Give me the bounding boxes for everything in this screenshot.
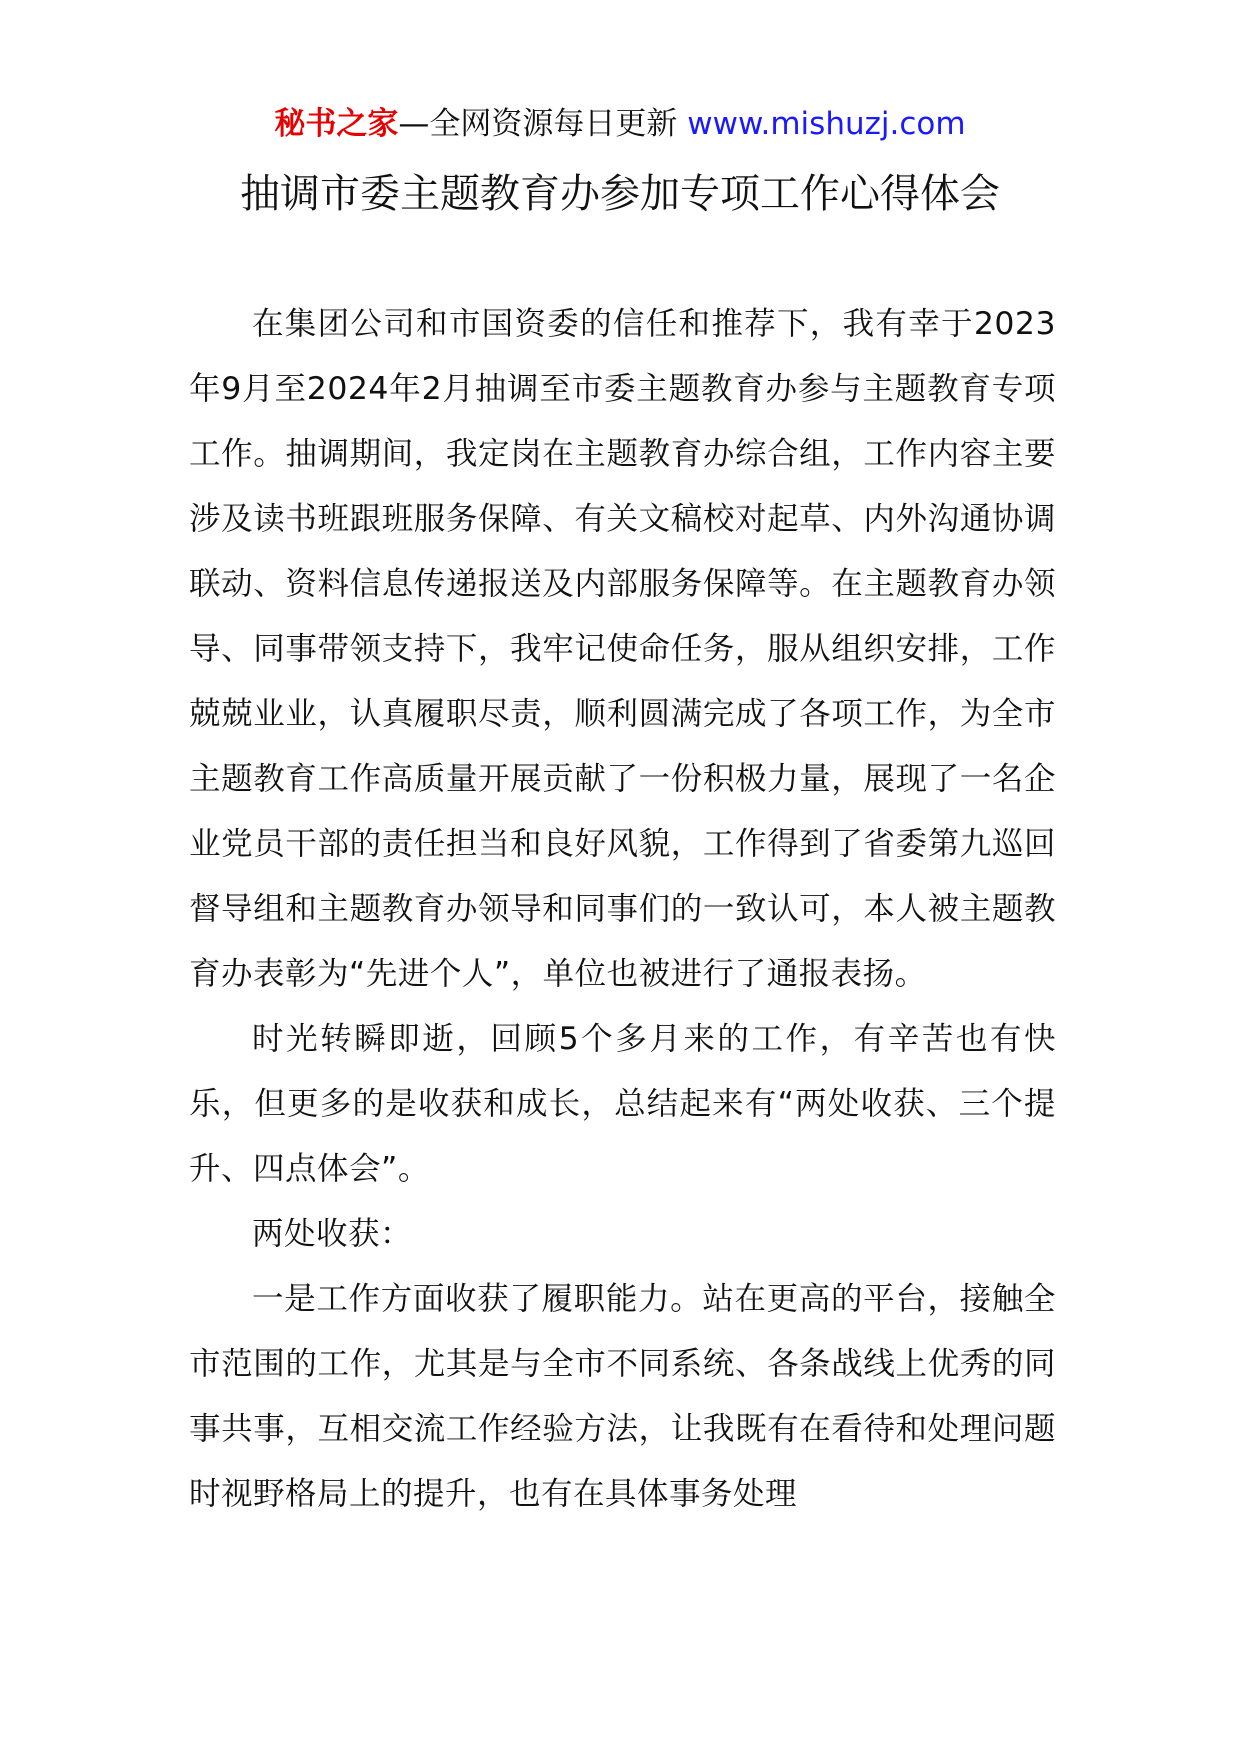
- paragraph-first-gain: 一是工作方面收获了履职能力。站在更高的平台，接触全市范围的工作，尤其是与全市不同系统、各条战线上优秀的同事共事，互相交流工作经验方法，让我既有在看待和处理问题时视野格局上的提升，也有在具体事务处理: [189, 1281, 1056, 1512]
- brand-name: 秘书之家: [274, 106, 399, 142]
- section-heading-two-gains: 两处收获：: [252, 1216, 413, 1252]
- document-title: 抽调市委主题教育办参加专项工作心得体会: [240, 171, 1000, 217]
- paragraph-intro: 在集团公司和市国资委的信任和推荐下，我有幸于2023年9月至2024年2月抽调至市委主题教育办参与主题教育专项工作。抽调期间，我定岗在主题教育办综合组，工作内容主要涉及读书班跟班服务保障、有关文稿校对起草、内外沟通协调联动、资料信息传递报送及内部服务保障等。在主题教育办领导、同事带领支持下，我牢记使命任务，服从组织安排，工作兢兢业业，认真履职尽责，顺利圆满完成了各项工作，为全市主题教育工作高质量开展贡献了一份积极力量，展现了一名企业党员干部的责任担当和良好风貌，工作得到了省委第九巡回督导组和主题教育办领导和同事们的一致认可，本人被主题教育办表彰为“先进个人”，单位也被进行了通报表扬。: [189, 306, 1056, 992]
- document-body: [189, 292, 1056, 1527]
- brand-url[interactable]: www.mishuzj.com: [687, 106, 966, 142]
- watermark-header: [0, 102, 1240, 146]
- brand-slogan: —全网资源每日更新: [398, 106, 688, 142]
- paragraph-summary: 时光转瞬即逝，回顾5个多月来的工作，有辛苦也有快乐，但更多的是收获和成长，总结起来有“两处收获、三个提升、四点体会”。: [189, 1021, 1056, 1187]
